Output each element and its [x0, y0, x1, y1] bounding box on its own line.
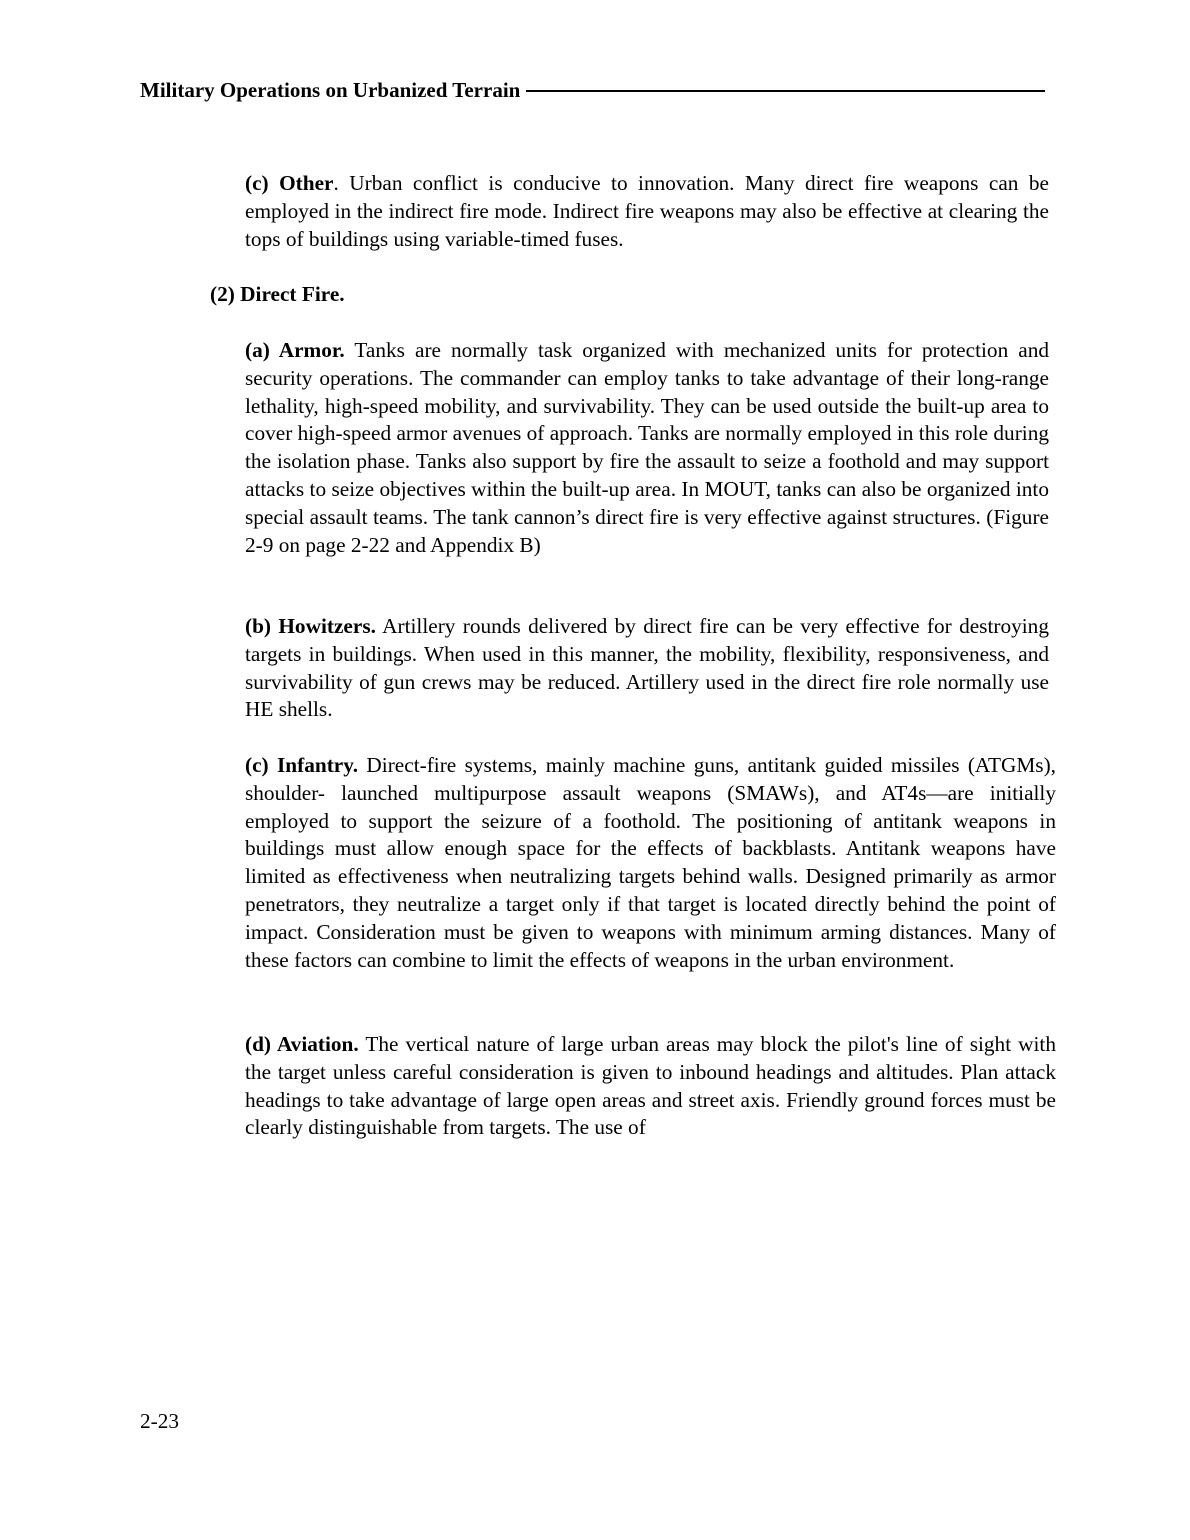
paragraph-c-other — [245, 170, 1049, 253]
paragraph-text: The vertical nature of large urban areas may block the pilot's line of sight with the target unless careful consideration is given to inbound headings and altitudes. Plan attack headings to take advantage of large open areas and street axis. Friendly ground forces must be clearly distinguishable from targets. The use of — [245, 1032, 1056, 1140]
header-rule — [526, 90, 1045, 92]
paragraph-c-infantry — [245, 752, 1056, 974]
running-header — [140, 78, 1045, 103]
section-heading-direct-fire: (2) Direct Fire. — [210, 282, 345, 306]
paragraph-a-armor — [245, 337, 1049, 559]
paragraph-label: (b) Howitzers. — [245, 614, 376, 638]
paragraph-b-howitzers — [245, 613, 1049, 724]
paragraph-label: (c) Infantry. — [245, 753, 359, 777]
paragraph-text: Tanks are normally task organized with mechanized units for protection and security operations. The commander can employ tanks to take advantage of their long-range lethality, high-speed mobility, and survivability. They can be used outside the built-up area to cover high-speed armor avenues of approach. Tanks are normally employed in this role during the isolation phase. Tanks also support by fire the assault to seize a foothold and may support attacks to seize objectives within the built-up area. In MOUT, tanks can also be organized into special assault teams. The tank cannon’s direct fire is very effective against structures. (Figure 2-9 on page 2-22 and Appendix B) — [245, 338, 1050, 557]
page-number: 2-23 — [140, 1409, 180, 1433]
paragraph-text: Artillery rounds delivered by direct fire can be very effective for destroying targets in buildings. When used in this manner, the mobility, flexibility, responsiveness, and survivability of gun crews may be reduced. Artillery used in the direct fire role normally use HE shells. — [245, 614, 1049, 722]
paragraph-label: (c) Other — [245, 171, 334, 195]
paragraph-text: Direct-fire systems, mainly machine guns, antitank guided missiles (ATGMs), shoulder- launched multipurpose assault weapons (SMAWs), and AT4s—are initially employed to support the seizure of a foothold. The positioning of antitank weapons in buildings must allow enough space for the effects of backblasts. Antitank weapons have limited as effectiveness when neutralizing targets behind walls. Designed primarily as armor penetrators, they neutralize a target only if that target is located directly behind the point of impact. Consideration must be given to weapons with minimum arming distances. Many of these factors can combine to limit the effects of weapons in the urban environment. — [245, 753, 1056, 972]
paragraph-d-aviation — [245, 1031, 1056, 1142]
paragraph-label: (a) Armor. — [245, 338, 345, 362]
running-header-title: Military Operations on Urbanized Terrain — [140, 78, 521, 102]
paragraph-label: (d) Aviation. — [245, 1032, 359, 1056]
paragraph-text: . Urban conflict is conducive to innovation. Many direct fire weapons can be employed in the indirect fire mode. Indirect fire weapons may also be effective at clearing the tops of buildings using variable-timed fuses. — [245, 171, 1049, 251]
